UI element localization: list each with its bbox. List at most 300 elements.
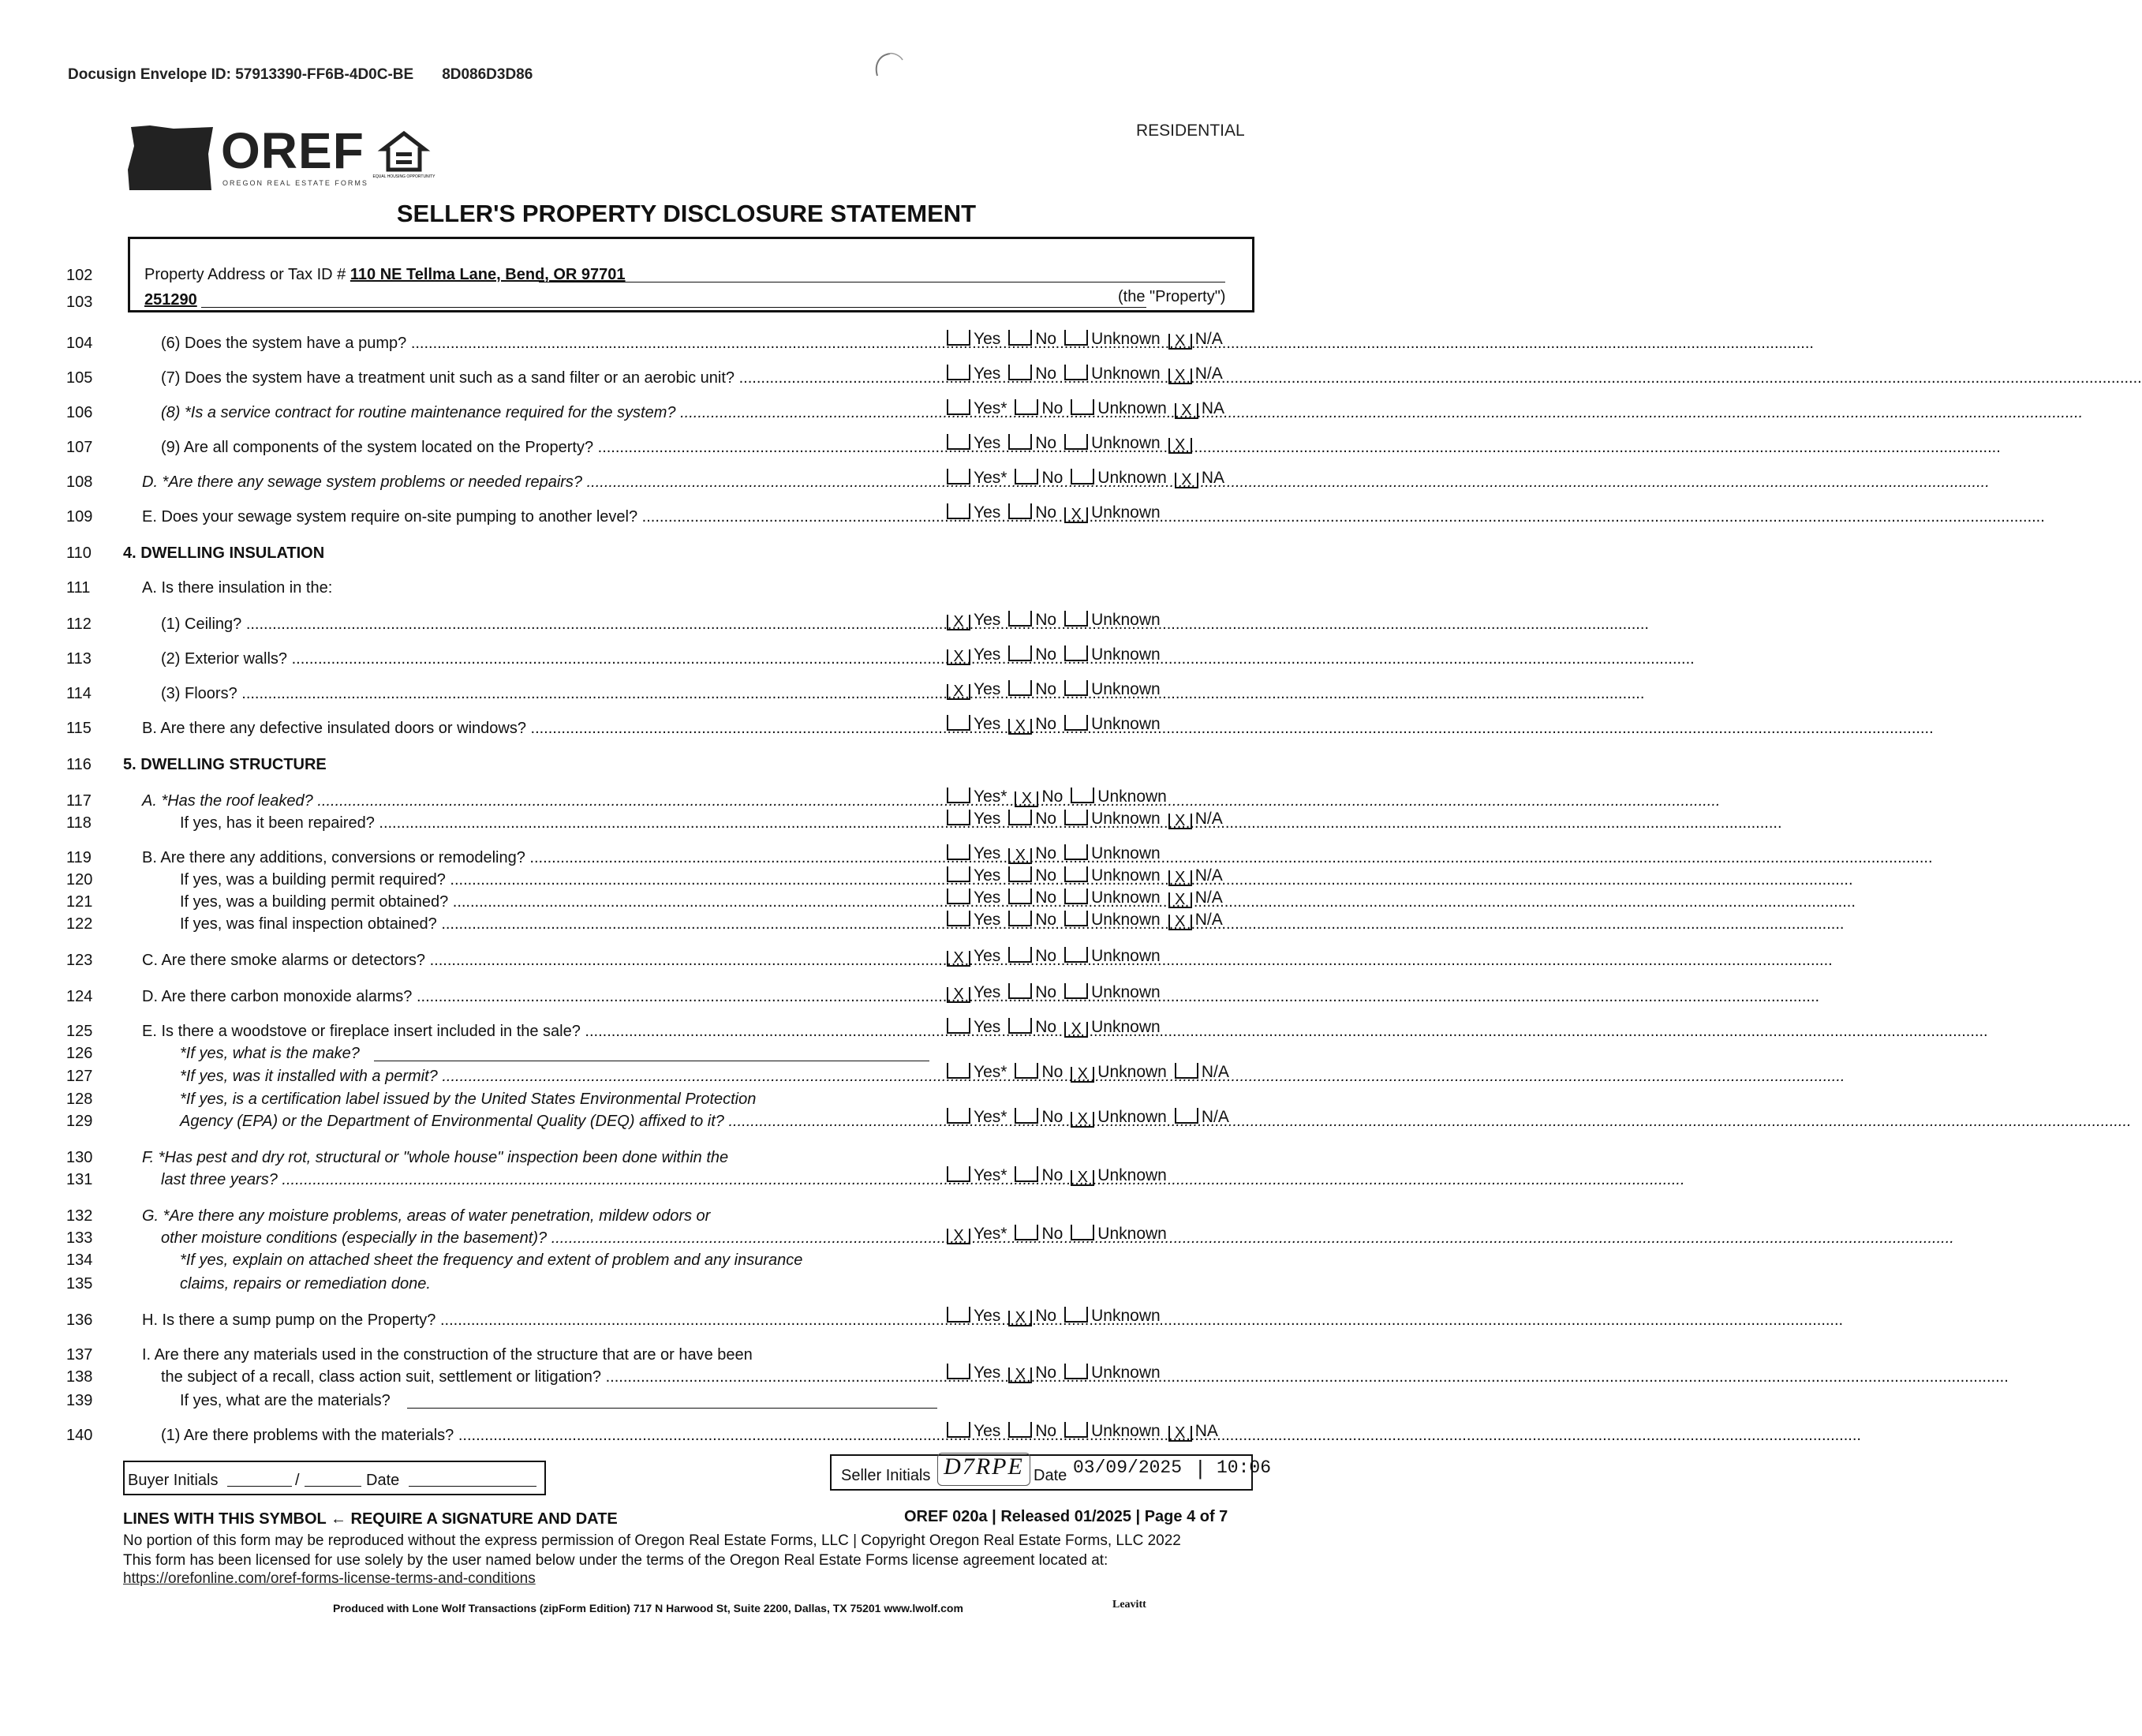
option-label-na: N/A <box>1201 1063 1229 1081</box>
checkbox[interactable] <box>947 1166 970 1182</box>
option-label-unknown: Unknown <box>1091 715 1161 733</box>
checkbox[interactable] <box>1008 866 1032 882</box>
answer-row <box>947 889 1231 908</box>
option-label-unknown: Unknown <box>1091 983 1161 1001</box>
question-124: D. Are there carbon monoxide alarms? ..... <box>142 988 942 1006</box>
option-label-unknown: Unknown <box>1091 810 1161 828</box>
checkbox-checked[interactable]: X <box>1175 473 1198 488</box>
checkbox-checked[interactable]: X <box>1175 403 1198 419</box>
checkbox[interactable] <box>947 399 970 415</box>
option-label-no: No <box>1035 1364 1057 1382</box>
checkbox[interactable] <box>947 1108 970 1124</box>
option-label-no: No <box>1035 983 1057 1001</box>
line-number: 109 <box>66 508 93 526</box>
checkbox[interactable] <box>1008 645 1032 661</box>
option-label-unknown: Unknown <box>1091 365 1161 383</box>
checkbox[interactable] <box>947 844 970 860</box>
checkbox[interactable] <box>1008 503 1032 519</box>
line-number: 115 <box>66 720 92 737</box>
checkbox[interactable] <box>947 1063 970 1079</box>
checkbox-checked[interactable]: X <box>1168 870 1192 886</box>
option-label-yes-star: Yes* <box>974 1225 1007 1243</box>
checkbox[interactable] <box>1175 1063 1198 1079</box>
page-title: SELLER'S PROPERTY DISCLOSURE STATEMENT <box>396 200 977 227</box>
question-121: If yes, was a building permit obtained? ..... <box>180 893 942 911</box>
line-number: 111 <box>66 579 91 597</box>
checkbox[interactable] <box>1008 434 1032 450</box>
checkbox[interactable] <box>1064 866 1088 882</box>
question-112: (1) Ceiling? ..... <box>161 615 942 634</box>
line-number: 123 <box>66 952 93 969</box>
checkbox[interactable] <box>1008 983 1032 999</box>
option-label-unknown: Unknown <box>1091 611 1161 629</box>
question-114: (3) Floors? ..... <box>161 685 942 703</box>
option-label-no: No <box>1035 947 1057 965</box>
checkbox[interactable] <box>947 1364 970 1379</box>
option-label-unknown: Unknown <box>1091 330 1161 348</box>
checkbox[interactable] <box>1064 1422 1088 1438</box>
answer-row <box>947 866 1231 886</box>
line-number: 119 <box>66 849 92 866</box>
option-label-na2: NA <box>1194 1422 1218 1440</box>
checkbox-checked[interactable]: X <box>1071 1067 1094 1083</box>
checkbox[interactable] <box>1064 365 1088 380</box>
checkbox-checked[interactable]: X <box>947 684 970 700</box>
checkbox-checked[interactable]: X <box>947 951 970 967</box>
answer-row <box>947 611 1168 630</box>
option-label-yes: Yes <box>974 715 1001 733</box>
checkbox[interactable] <box>1071 399 1094 415</box>
buyer-initials-1[interactable] <box>227 1486 292 1487</box>
checkbox-checked[interactable]: X <box>1064 507 1088 523</box>
question-111: A. Is there insulation in the: <box>142 579 333 597</box>
option-label-yes-star: Yes* <box>974 1166 1007 1184</box>
seller-time: 10:06 <box>1217 1457 1272 1478</box>
tax-id[interactable]: 251290 <box>144 291 197 309</box>
line-number: 133 <box>66 1229 93 1247</box>
question-113: (2) Exterior walls? ..... <box>161 650 942 668</box>
option-label-na: N/A <box>1201 1108 1229 1126</box>
line-number: 129 <box>66 1113 93 1130</box>
question-135: claims, repairs or remediation done. <box>180 1275 431 1293</box>
checkbox-checked[interactable]: X <box>1168 1426 1192 1442</box>
line-number: 113 <box>66 650 92 668</box>
line-number: 116 <box>66 756 92 773</box>
option-label-yes: Yes <box>974 503 1001 522</box>
option-label-na2: NA <box>1201 399 1225 417</box>
property-address-line: Property Address or Tax ID # 110 NE Tellma Lane, Bend, OR 97701 <box>144 266 626 283</box>
checkbox[interactable] <box>947 434 970 450</box>
question-128: *If yes, is a certification label issued by the United States Environmental Protection <box>180 1091 757 1108</box>
buyer-date[interactable] <box>409 1486 536 1487</box>
produced-by: Produced with Lone Wolf Transactions (zipForm Edition) 717 N Harwood St, Suite 2200, Dallas, TX 75201 www.lwolf.com <box>333 1602 963 1614</box>
question-137: I. Are there any materials used in the construction of the structure that are or have been <box>142 1346 753 1364</box>
question-105: (7) Does the system have a treatment unit such as a sand filter or an aerobic unit? ..... <box>161 369 942 387</box>
question-119: B. Are there any additions, conversions or remodeling? ..... <box>142 849 942 867</box>
line-number: 130 <box>66 1149 93 1166</box>
checkbox-checked[interactable]: X <box>1168 915 1192 930</box>
line-number: 135 <box>66 1275 93 1293</box>
checkbox[interactable] <box>1071 1225 1094 1240</box>
checkbox-checked[interactable]: X <box>1008 719 1032 735</box>
option-label-no: No <box>1035 503 1057 522</box>
line-number: 134 <box>66 1251 93 1269</box>
answer-row <box>947 983 1168 1003</box>
checkbox[interactable] <box>1064 983 1088 999</box>
checkbox[interactable] <box>1008 889 1032 904</box>
checkbox[interactable] <box>1008 365 1032 380</box>
option-label-no: No <box>1035 365 1057 383</box>
materials-field[interactable] <box>407 1408 937 1409</box>
option-label-yes: Yes <box>974 911 1001 929</box>
line-number: 137 <box>66 1346 93 1364</box>
question-104: (6) Does the system have a pump? ..... <box>161 335 942 353</box>
question-132: G. *Are there any moisture problems, areas of water penetration, mildew odors or <box>142 1207 711 1225</box>
option-label-yes: Yes <box>974 611 1001 629</box>
question-115: B. Are there any defective insulated doors or windows? ..... <box>142 720 942 738</box>
option-label-yes: Yes <box>974 810 1001 828</box>
answer-row <box>947 469 1232 488</box>
option-label-unknown: Unknown <box>1097 1108 1167 1126</box>
option-label-yes-star: Yes* <box>974 1108 1007 1126</box>
checkbox[interactable] <box>1064 844 1088 860</box>
line-number: 120 <box>66 871 93 889</box>
seller-initials-signature[interactable]: D7RPE <box>937 1453 1030 1486</box>
line-number: 125 <box>66 1023 93 1040</box>
section-5-heading: 5. DWELLING STRUCTURE <box>123 756 327 773</box>
option-label-yes: Yes <box>974 983 1001 1001</box>
answer-row <box>947 680 1168 700</box>
option-label-no: No <box>1035 844 1057 862</box>
option-label-no: No <box>1035 1018 1057 1036</box>
checkbox[interactable] <box>1064 434 1088 450</box>
checkbox[interactable] <box>1064 911 1088 926</box>
option-label-yes: Yes <box>974 680 1001 698</box>
answer-row <box>947 1422 1226 1442</box>
answer-row <box>947 947 1168 967</box>
checkbox[interactable] <box>947 715 970 731</box>
form-id: OREF 020a | Released 01/2025 | Page 4 of 7 <box>904 1508 1228 1525</box>
option-label-no: No <box>1035 645 1057 664</box>
seller-initials-box: Seller Initials D7RPE Date 03/09/2025 | 10:06 <box>830 1454 1253 1491</box>
checkbox-checked[interactable]: X <box>1168 369 1192 384</box>
checkbox[interactable] <box>1008 911 1032 926</box>
checkbox[interactable] <box>1064 611 1088 627</box>
checkbox-checked[interactable]: X <box>1071 1170 1094 1186</box>
checkbox[interactable] <box>947 365 970 380</box>
checkbox[interactable] <box>1064 1307 1088 1323</box>
checkbox[interactable] <box>947 889 970 904</box>
question-118: If yes, has it been repaired? ..... <box>180 814 942 832</box>
seller-date[interactable]: 03/09/2025 <box>1073 1457 1183 1478</box>
option-label-unknown: Unknown <box>1097 399 1167 417</box>
checkbox[interactable] <box>1064 645 1088 661</box>
checkbox[interactable] <box>947 1307 970 1323</box>
option-label-unknown: Unknown <box>1091 844 1161 862</box>
checkbox-checked[interactable]: X <box>1064 1022 1088 1038</box>
option-label-no: No <box>1041 1225 1064 1243</box>
option-label-yes: Yes <box>974 365 1001 383</box>
question-131: last three years? ..... <box>161 1171 933 1189</box>
option-label-no: No <box>1041 788 1064 806</box>
checkbox[interactable] <box>947 911 970 926</box>
checkbox-checked[interactable]: X <box>1168 892 1192 908</box>
option-label-no: No <box>1041 399 1064 417</box>
answer-row <box>947 1225 1175 1244</box>
option-label-unknown: Unknown <box>1097 788 1167 806</box>
question-122: If yes, was final inspection obtained? ..... <box>180 915 942 933</box>
answer-row <box>947 434 1195 454</box>
checkbox[interactable] <box>947 788 970 803</box>
answer-row <box>947 365 1231 384</box>
checkbox-checked[interactable]: X <box>1168 334 1192 350</box>
checkbox[interactable] <box>1008 947 1032 963</box>
answer-row <box>947 330 1231 350</box>
question-127: *If yes, was it installed with a permit? ..... <box>180 1068 942 1086</box>
checkbox[interactable] <box>1008 1018 1032 1034</box>
option-label-yes: Yes <box>974 1307 1001 1325</box>
line-number: 110 <box>66 544 92 562</box>
option-label-unknown: Unknown <box>1091 434 1161 452</box>
line-number: 138 <box>66 1368 93 1386</box>
question-108: D. *Are there any sewage system problems or needed repairs? ..... <box>142 473 942 492</box>
option-label-yes: Yes <box>974 1018 1001 1036</box>
logo-name: OREF <box>221 122 364 179</box>
checkbox[interactable] <box>1064 680 1088 696</box>
option-label-no: No <box>1041 1166 1064 1184</box>
option-label-unknown: Unknown <box>1091 1422 1161 1440</box>
option-label-yes: Yes <box>974 889 1001 907</box>
option-label-no: No <box>1041 1108 1064 1126</box>
license-url-link[interactable]: https://orefonline.com/oref-forms-license-terms-and-conditions <box>123 1570 536 1587</box>
oref-logo <box>126 122 436 193</box>
checkbox[interactable] <box>1064 889 1088 904</box>
option-label-yes-star: Yes* <box>974 788 1007 806</box>
buyer-initials-2[interactable] <box>305 1486 361 1487</box>
line-number: 105 <box>66 369 93 387</box>
option-label-no: No <box>1035 680 1057 698</box>
checkbox[interactable] <box>947 330 970 346</box>
svg-text:EQUAL HOUSING OPPORTUNITY: EQUAL HOUSING OPPORTUNITY <box>372 174 436 179</box>
option-label-yes: Yes <box>974 1422 1001 1440</box>
answer-row <box>947 1364 1168 1383</box>
option-label-no: No <box>1035 715 1057 733</box>
question-139: If yes, what are the materials? <box>180 1392 391 1409</box>
property-suffix: (the "Property") <box>1118 288 1226 305</box>
question-107: (9) Are all components of the system located on the Property? ..... <box>161 439 942 457</box>
checkbox[interactable] <box>1071 788 1094 803</box>
option-label-na: N/A <box>1194 911 1223 929</box>
checkbox[interactable] <box>1064 715 1088 731</box>
option-label-no: No <box>1041 1063 1064 1081</box>
copyright-notice: No portion of this form may be reproduced without the express permission of Oregon Real Estate Forms, LLC | Copyright Oregon Real Estate Forms, LLC 2022 This form has been licensed for use solely by the user named below under the terms of the Oregon Real Estate Forms license agreement located at: <box>123 1532 1181 1569</box>
equal-housing-icon <box>372 130 436 185</box>
question-125: E. Is there a woodstove or fireplace insert included in the sale? ..... <box>142 1023 942 1041</box>
option-label-na: N/A <box>1194 365 1223 383</box>
option-label-no: No <box>1035 1307 1057 1325</box>
oregon-map-icon <box>126 122 215 192</box>
answer-row <box>947 503 1168 523</box>
checkbox[interactable] <box>1064 810 1088 825</box>
option-label-no: No <box>1035 434 1057 452</box>
checkbox-checked[interactable]: X <box>947 1229 970 1244</box>
option-label-na: N/A <box>1194 330 1223 348</box>
answer-row <box>947 1166 1175 1186</box>
line-number: 103 <box>66 294 93 311</box>
option-label-na: N/A <box>1194 810 1223 828</box>
licensed-user: Leavitt <box>1112 1599 1146 1611</box>
question-138: the subject of a recall, class action suit, settlement or litigation? ..... <box>161 1368 942 1386</box>
buyer-initials-box: Buyer Initials / Date <box>123 1461 546 1495</box>
form-type: RESIDENTIAL <box>1136 122 1245 140</box>
checkbox-checked[interactable]: X <box>947 615 970 630</box>
checkbox-checked[interactable]: X <box>947 649 970 665</box>
option-label-unknown: Unknown <box>1091 1018 1161 1036</box>
answer-row <box>947 911 1231 930</box>
line-number: 139 <box>66 1392 93 1409</box>
checkbox-checked[interactable]: X <box>1168 438 1192 454</box>
option-label-unknown: Unknown <box>1091 866 1161 885</box>
checkbox-checked[interactable]: X <box>947 987 970 1003</box>
option-label-yes: Yes <box>974 330 1001 348</box>
option-label-yes: Yes <box>974 434 1001 452</box>
checkbox-checked[interactable]: X <box>1008 848 1032 864</box>
checkbox[interactable] <box>1015 399 1038 415</box>
question-126: *If yes, what is the make? <box>180 1045 360 1062</box>
option-label-yes: Yes <box>974 866 1001 885</box>
answer-row <box>947 1018 1168 1038</box>
option-label-unknown: Unknown <box>1091 503 1161 522</box>
line-number: 112 <box>66 615 92 633</box>
checkbox[interactable] <box>1008 810 1032 825</box>
checkbox[interactable] <box>1015 1063 1038 1079</box>
envelope-id: Docusign Envelope ID: 57913390-FF6B-4D0C-BE 8D086D3D86 <box>68 66 533 83</box>
question-109: E. Does your sewage system require on-site pumping to another level? ..... <box>142 508 942 526</box>
line-number: 126 <box>66 1045 93 1062</box>
option-label-no: No <box>1035 889 1057 907</box>
option-label-unknown: Unknown <box>1091 889 1161 907</box>
checkbox-checked[interactable]: X <box>1008 1311 1032 1326</box>
option-label-yes-star: Yes* <box>974 399 1007 417</box>
line-number: 127 <box>66 1068 93 1085</box>
option-label-na: N/A <box>1194 866 1223 885</box>
option-label-unknown: Unknown <box>1091 680 1161 698</box>
scan-mark <box>868 49 907 88</box>
question-120: If yes, was a building permit required? ..... <box>180 871 942 889</box>
answer-row <box>947 645 1168 665</box>
checkbox[interactable] <box>947 1018 970 1034</box>
checkbox[interactable] <box>1015 1166 1038 1182</box>
checkbox[interactable] <box>1008 1422 1032 1438</box>
option-label-unknown: Unknown <box>1097 469 1167 487</box>
checkbox[interactable] <box>947 866 970 882</box>
checkbox[interactable] <box>1015 1108 1038 1124</box>
question-117: A. *Has the roof leaked? ..... <box>142 792 942 810</box>
question-123: C. Are there smoke alarms or detectors? ..... <box>142 952 942 970</box>
option-label-yes: Yes <box>974 947 1001 965</box>
section-4-heading: 4. DWELLING INSULATION <box>123 544 325 562</box>
line-number: 121 <box>66 893 93 911</box>
answer-row <box>947 399 1232 419</box>
signature-symbol-note: LINES WITH THIS SYMBOL ← REQUIRE A SIGNATURE AND DATE <box>123 1510 618 1528</box>
logo-subtitle: OREGON REAL ESTATE FORMS <box>222 179 368 187</box>
line-number: 108 <box>66 473 93 491</box>
line-number: 122 <box>66 915 93 933</box>
checkbox[interactable] <box>1064 947 1088 963</box>
line-number: 104 <box>66 335 93 352</box>
option-label-no: No <box>1035 911 1057 929</box>
option-label-no: No <box>1035 866 1057 885</box>
question-130: F. *Has pest and dry rot, structural or "whole house" inspection been done within the <box>142 1149 729 1166</box>
option-label-no: No <box>1035 611 1057 629</box>
question-140: (1) Are there problems with the materials? ..... <box>161 1427 942 1445</box>
question-133: other moisture conditions (especially in the basement)? ..... <box>161 1229 942 1248</box>
question-134: *If yes, explain on attached sheet the frequency and extent of problem and any insurance <box>180 1251 803 1269</box>
checkbox[interactable] <box>947 503 970 519</box>
checkbox[interactable] <box>1064 1364 1088 1379</box>
checkbox[interactable] <box>1071 469 1094 485</box>
property-box <box>128 237 1254 312</box>
checkbox[interactable] <box>1064 330 1088 346</box>
line-number: 136 <box>66 1311 93 1329</box>
option-label-unknown: Unknown <box>1091 947 1161 965</box>
line-number: 132 <box>66 1207 93 1225</box>
checkbox-checked[interactable]: X <box>1168 814 1192 829</box>
checkbox[interactable] <box>1008 611 1032 627</box>
question-129: Agency (EPA) or the Department of Environmental Quality (DEQ) affixed to it? ..... <box>180 1113 942 1131</box>
answer-row <box>947 715 1168 735</box>
option-label-no: No <box>1035 330 1057 348</box>
answer-row <box>947 1108 1237 1128</box>
option-label-unknown: Unknown <box>1091 1307 1161 1325</box>
checkbox[interactable] <box>947 810 970 825</box>
option-label-unknown: Unknown <box>1097 1166 1167 1184</box>
checkbox[interactable] <box>1175 1108 1198 1124</box>
option-label-unknown: Unknown <box>1091 645 1161 664</box>
option-label-na2: NA <box>1201 469 1225 487</box>
answer-row <box>947 1063 1237 1083</box>
option-label-unknown: Unknown <box>1091 911 1161 929</box>
checkbox[interactable] <box>947 469 970 485</box>
option-label-no: No <box>1041 469 1064 487</box>
answer-row <box>947 844 1168 864</box>
line-number: 131 <box>66 1171 93 1188</box>
line-number: 114 <box>66 685 92 702</box>
checkbox-checked[interactable]: X <box>1015 791 1038 807</box>
checkbox[interactable] <box>1015 1225 1038 1240</box>
line-number: 140 <box>66 1427 93 1444</box>
line-number: 118 <box>66 814 92 832</box>
answer-row <box>947 1307 1168 1326</box>
checkbox-checked[interactable]: X <box>1008 1367 1032 1383</box>
property-address[interactable]: 110 NE Tellma Lane, Bend, OR 97701 <box>350 266 626 283</box>
checkbox[interactable] <box>947 1422 970 1438</box>
answer-row <box>947 810 1231 829</box>
checkbox[interactable] <box>1015 469 1038 485</box>
option-label-na: N/A <box>1194 889 1223 907</box>
checkbox[interactable] <box>1008 330 1032 346</box>
option-label-yes: Yes <box>974 645 1001 664</box>
line-number: 128 <box>66 1091 93 1108</box>
question-106: (8) *Is a service contract for routine maintenance required for the system? ..... <box>161 404 942 422</box>
line-number: 106 <box>66 404 93 421</box>
option-label-unknown: Unknown <box>1097 1225 1167 1243</box>
option-label-yes-star: Yes* <box>974 469 1007 487</box>
option-label-unknown: Unknown <box>1097 1063 1167 1081</box>
question-136: H. Is there a sump pump on the Property? ..... <box>142 1311 942 1330</box>
checkbox[interactable] <box>1008 680 1032 696</box>
checkbox-checked[interactable]: X <box>1071 1112 1094 1128</box>
